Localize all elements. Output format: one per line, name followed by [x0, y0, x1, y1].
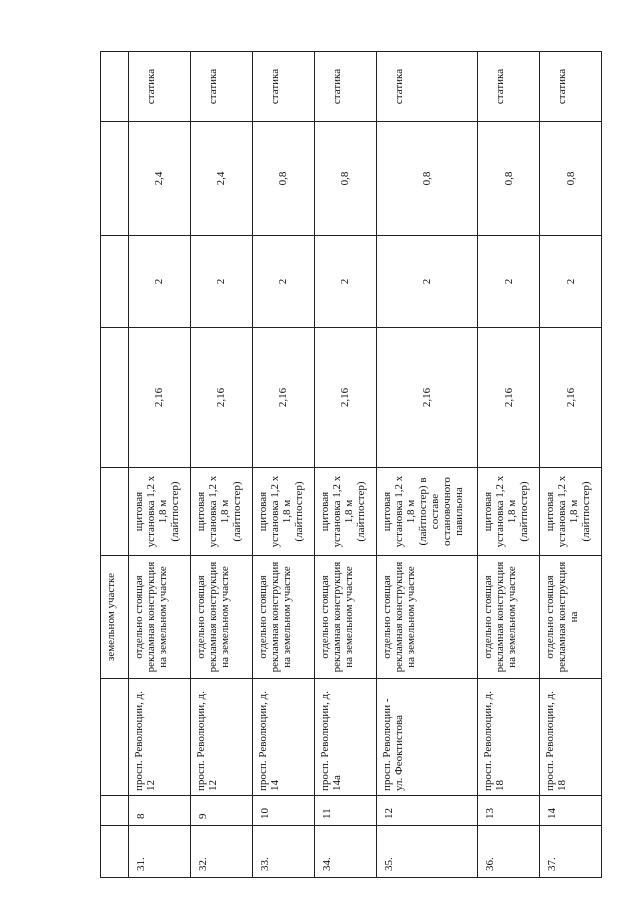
faces-count-cell: 2: [129, 236, 191, 328]
row-number: 31.: [129, 826, 191, 878]
display-type-cell: статика: [376, 52, 478, 122]
size-cell: 0,8: [376, 122, 478, 236]
construction-kind-cell: отдельно стоящая рекламная конструкция на: [540, 556, 602, 679]
table-row: [478, 52, 540, 878]
display-type-cell: статика: [478, 52, 540, 122]
construction-description-cell: щитовая установка 1,2 х 1,8 м (лайтпостер): [478, 468, 540, 556]
display-type-cell: статика: [314, 52, 376, 122]
header-cell-size: [101, 122, 129, 236]
address-cell: просп. Революции, д. 18: [540, 679, 602, 796]
table-body: [101, 52, 602, 878]
item-index: 14: [540, 796, 602, 826]
faces-count-cell: 2: [190, 236, 252, 328]
size-cell: 0,8: [314, 122, 376, 236]
address-cell: просп. Революции, д. 12: [129, 679, 191, 796]
header-cell-desc: [101, 468, 129, 556]
construction-description-cell: щитовая установка 1,2 х 1,8 м (лайтпостер) в составе остановочного павильона: [376, 468, 478, 556]
table-row: [129, 52, 191, 878]
construction-kind-cell: отдельно стоящая рекламная конструкция на земельном участке: [314, 556, 376, 679]
construction-kind-cell: отдельно стоящая рекламная конструкция на земельном участке: [190, 556, 252, 679]
table-row: [540, 52, 602, 878]
header-cell-area: [101, 328, 129, 468]
table-row: [252, 52, 314, 878]
table-row: [314, 52, 376, 878]
area-cell: 2,16: [478, 328, 540, 468]
area-cell: 2,16: [252, 328, 314, 468]
construction-kind-cell: отдельно стоящая рекламная конструкция на земельном участке: [478, 556, 540, 679]
faces-count-cell: 2: [252, 236, 314, 328]
display-type-cell: статика: [540, 52, 602, 122]
construction-description-cell: щитовая установка 1,2 х 1,8 м (лайтпостер): [314, 468, 376, 556]
construction-kind-cell: отдельно стоящая рекламная конструкция на земельном участке: [252, 556, 314, 679]
area-cell: 2,16: [540, 328, 602, 468]
size-cell: 2,4: [129, 122, 191, 236]
row-number: 36.: [478, 826, 540, 878]
address-cell: просп. Революции, д. 18: [478, 679, 540, 796]
header-cell-type: [101, 52, 129, 122]
header-cell-num: [101, 826, 129, 878]
item-index: 12: [376, 796, 478, 826]
rotated-table-wrapper: [100, 52, 602, 878]
display-type-cell: статика: [190, 52, 252, 122]
size-cell: 2,4: [190, 122, 252, 236]
display-type-cell: статика: [129, 52, 191, 122]
faces-count-cell: 2: [314, 236, 376, 328]
construction-description-cell: щитовая установка 1,2 х 1,8 м (лайтпостер): [540, 468, 602, 556]
row-number: 34.: [314, 826, 376, 878]
area-cell: 2,16: [314, 328, 376, 468]
row-number: 37.: [540, 826, 602, 878]
construction-description-cell: щитовая установка 1,2 х 1,8 м (лайтпостер): [190, 468, 252, 556]
row-number: 33.: [252, 826, 314, 878]
construction-kind-cell: отдельно стоящая рекламная конструкция на земельном участке: [376, 556, 478, 679]
address-cell: просп. Революции, д. 12: [190, 679, 252, 796]
area-cell: 2,16: [190, 328, 252, 468]
construction-description-cell: щитовая установка 1,2 х 1,8 м (лайтпостер): [129, 468, 191, 556]
header-cell-addr: [101, 679, 129, 796]
construction-kind-cell: отдельно стоящая рекламная конструкция на земельном участке: [129, 556, 191, 679]
header-cell-idx: [101, 796, 129, 826]
row-number: 35.: [376, 826, 478, 878]
construction-description-cell: щитовая установка 1,2 х 1,8 м (лайтпостер): [252, 468, 314, 556]
item-index: 8: [129, 796, 191, 826]
address-cell: просп. Революции, д. 14: [252, 679, 314, 796]
item-index: 10: [252, 796, 314, 826]
size-cell: 0,8: [540, 122, 602, 236]
faces-count-cell: 2: [376, 236, 478, 328]
area-cell: 2,16: [376, 328, 478, 468]
table-header-row: [101, 52, 129, 878]
item-index: 11: [314, 796, 376, 826]
item-index: 9: [190, 796, 252, 826]
header-cell-faces: [101, 236, 129, 328]
faces-count-cell: 2: [478, 236, 540, 328]
table-row: [376, 52, 478, 878]
address-cell: просп. Революции, д. 14а: [314, 679, 376, 796]
header-cell-kind: земельном участке: [101, 556, 129, 679]
item-index: 13: [478, 796, 540, 826]
table-row: [190, 52, 252, 878]
area-cell: 2,16: [129, 328, 191, 468]
size-cell: 0,8: [252, 122, 314, 236]
size-cell: 0,8: [478, 122, 540, 236]
display-type-cell: статика: [252, 52, 314, 122]
row-number: 32.: [190, 826, 252, 878]
faces-count-cell: 2: [540, 236, 602, 328]
placement-table: [100, 51, 602, 878]
address-cell: просп. Революции - ул. Феоктистова: [376, 679, 478, 796]
